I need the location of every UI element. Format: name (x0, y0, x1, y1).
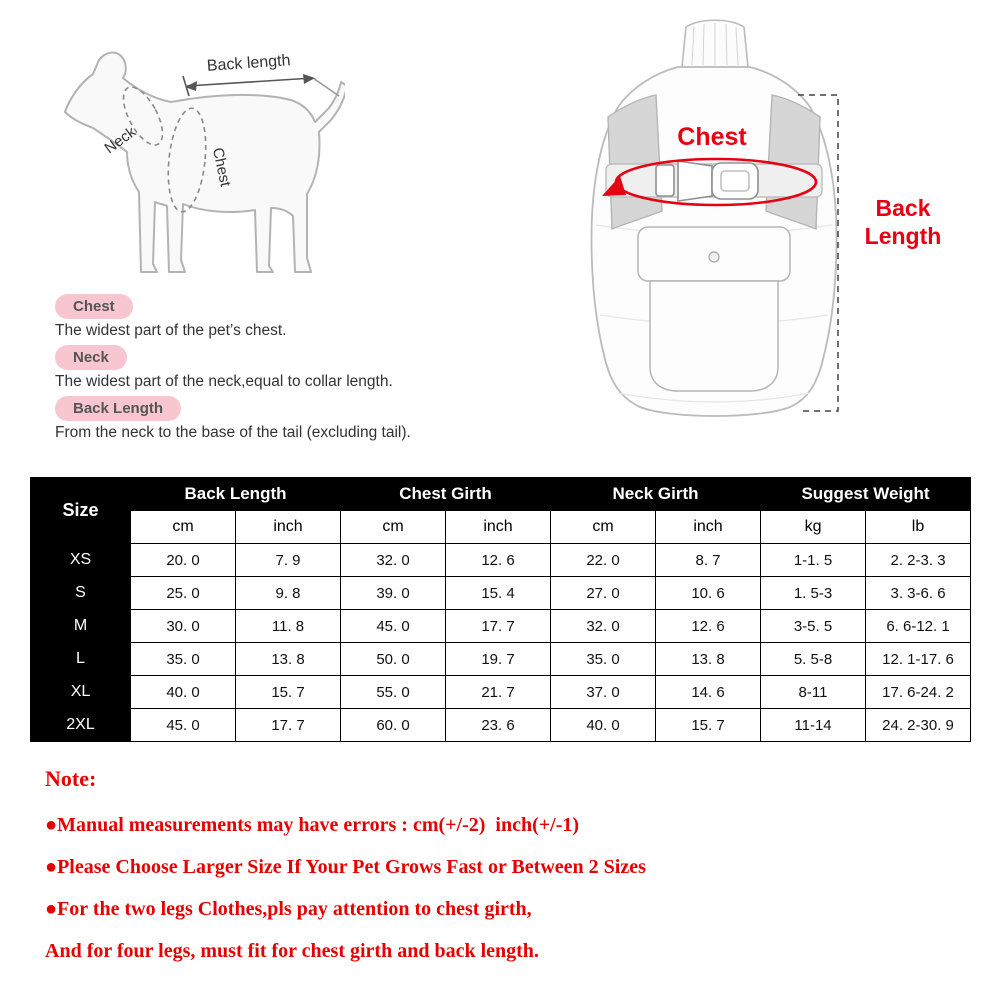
cell: 11-14 (761, 709, 866, 742)
cell: 15. 7 (656, 709, 761, 742)
cell: 25. 0 (131, 577, 236, 610)
back-length-line1: Back (875, 195, 931, 221)
cell: 10. 6 (656, 577, 761, 610)
cell: 39. 0 (341, 577, 446, 610)
cell: 35. 0 (131, 643, 236, 676)
note-line: ●Manual measurements may have errors : cm(+/-2) inch(+/-1) (45, 814, 580, 836)
definition-text-chest: The widest part of the pet’s chest. (55, 322, 287, 339)
cell: 15. 4 (446, 577, 551, 610)
snap-button-icon (709, 252, 719, 262)
pocket-body (650, 281, 778, 391)
col-header-chest-girth: Chest Girth (341, 478, 551, 511)
cell: 17. 6-24. 2 (866, 676, 971, 709)
cell: 40. 0 (131, 676, 236, 709)
col-header-back-length: Back Length (131, 478, 341, 511)
chest-annotation-label: Chest (677, 123, 747, 151)
table-row (31, 610, 971, 643)
unit-back-length-cm: cm (131, 511, 236, 544)
table-row (31, 544, 971, 577)
size-label: 2XL (31, 709, 131, 742)
note-title: Note: (45, 766, 97, 791)
notes-section (45, 766, 955, 982)
cell: 19. 7 (446, 643, 551, 676)
cell: 40. 0 (551, 709, 656, 742)
cell: 23. 6 (446, 709, 551, 742)
col-header-neck-girth: Neck Girth (551, 478, 761, 511)
cell: 6. 6-12. 1 (866, 610, 971, 643)
harness-side-left (608, 95, 662, 229)
size-label: S (31, 577, 131, 610)
size-label: L (31, 643, 131, 676)
unit-weight-lb: lb (866, 511, 971, 544)
dog-measurement-diagram (35, 20, 345, 290)
cell: 2. 2-3. 3 (866, 544, 971, 577)
cell: 35. 0 (551, 643, 656, 676)
definition-term-back-length: Back Length (55, 396, 181, 421)
note-line: And for four legs, must fit for chest girth and back length. (45, 940, 539, 962)
size-chart-table (30, 477, 971, 742)
cell: 14. 6 (656, 676, 761, 709)
cell: 7. 9 (236, 544, 341, 577)
unit-chest-cm: cm (341, 511, 446, 544)
size-chart (30, 477, 971, 742)
cell: 8-11 (761, 676, 866, 709)
chest-diagram-label: Chest (209, 146, 234, 188)
cell: 13. 8 (656, 643, 761, 676)
cell: 45. 0 (341, 610, 446, 643)
cell: 22. 0 (551, 544, 656, 577)
cell: 12. 6 (446, 544, 551, 577)
cell: 9. 8 (236, 577, 341, 610)
cell: 45. 0 (131, 709, 236, 742)
definition-text-neck: The widest part of the neck,equal to collar length. (55, 373, 393, 390)
cell: 8. 7 (656, 544, 761, 577)
col-header-suggest-weight: Suggest Weight (761, 478, 971, 511)
cell: 17. 7 (236, 709, 341, 742)
note-line: ●For the two legs Clothes,pls pay attention to chest girth, (45, 898, 532, 920)
cell: 1. 5-3 (761, 577, 866, 610)
cell: 32. 0 (551, 610, 656, 643)
cell: 30. 0 (131, 610, 236, 643)
size-label: XS (31, 544, 131, 577)
cell: 50. 0 (341, 643, 446, 676)
neck-diagram-label: Neck (101, 123, 140, 158)
cell: 21. 7 (446, 676, 551, 709)
cell: 5. 5-8 (761, 643, 866, 676)
unit-weight-kg: kg (761, 511, 866, 544)
cell: 27. 0 (551, 577, 656, 610)
cell: 11. 8 (236, 610, 341, 643)
cell: 24. 2-30. 9 (866, 709, 971, 742)
back-length-annotation-label (853, 194, 953, 250)
table-row (31, 676, 971, 709)
buckle-icon (656, 161, 758, 201)
unit-chest-inch: inch (446, 511, 551, 544)
note-line: ●Please Choose Larger Size If Your Pet Grows Fast or Between 2 Sizes (45, 856, 646, 878)
cell: 17. 7 (446, 610, 551, 643)
cell: 60. 0 (341, 709, 446, 742)
cell: 13. 8 (236, 643, 341, 676)
cell: 15. 7 (236, 676, 341, 709)
back-length-line2: Length (864, 223, 942, 249)
unit-neck-cm: cm (551, 511, 656, 544)
definition-text-back-length: From the neck to the base of the tail (excluding tail). (55, 424, 411, 441)
unit-back-length-inch: inch (236, 511, 341, 544)
table-row (31, 577, 971, 610)
table-row (31, 709, 971, 742)
cell: 32. 0 (341, 544, 446, 577)
cell: 55. 0 (341, 676, 446, 709)
cell: 37. 0 (551, 676, 656, 709)
cell: 20. 0 (131, 544, 236, 577)
definition-term-chest: Chest (55, 294, 133, 319)
back-length-dimension (183, 76, 339, 96)
definition-term-neck: Neck (55, 345, 127, 370)
size-label: XL (31, 676, 131, 709)
col-header-size: Size (31, 478, 131, 544)
cell: 1-1. 5 (761, 544, 866, 577)
table-row (31, 643, 971, 676)
unit-neck-inch: inch (656, 511, 761, 544)
cell: 3. 3-6. 6 (866, 577, 971, 610)
back-length-diagram-label: Back length (206, 52, 291, 75)
cell: 3-5. 5 (761, 610, 866, 643)
cell: 12. 1-17. 6 (866, 643, 971, 676)
size-label: M (31, 610, 131, 643)
cell: 12. 6 (656, 610, 761, 643)
